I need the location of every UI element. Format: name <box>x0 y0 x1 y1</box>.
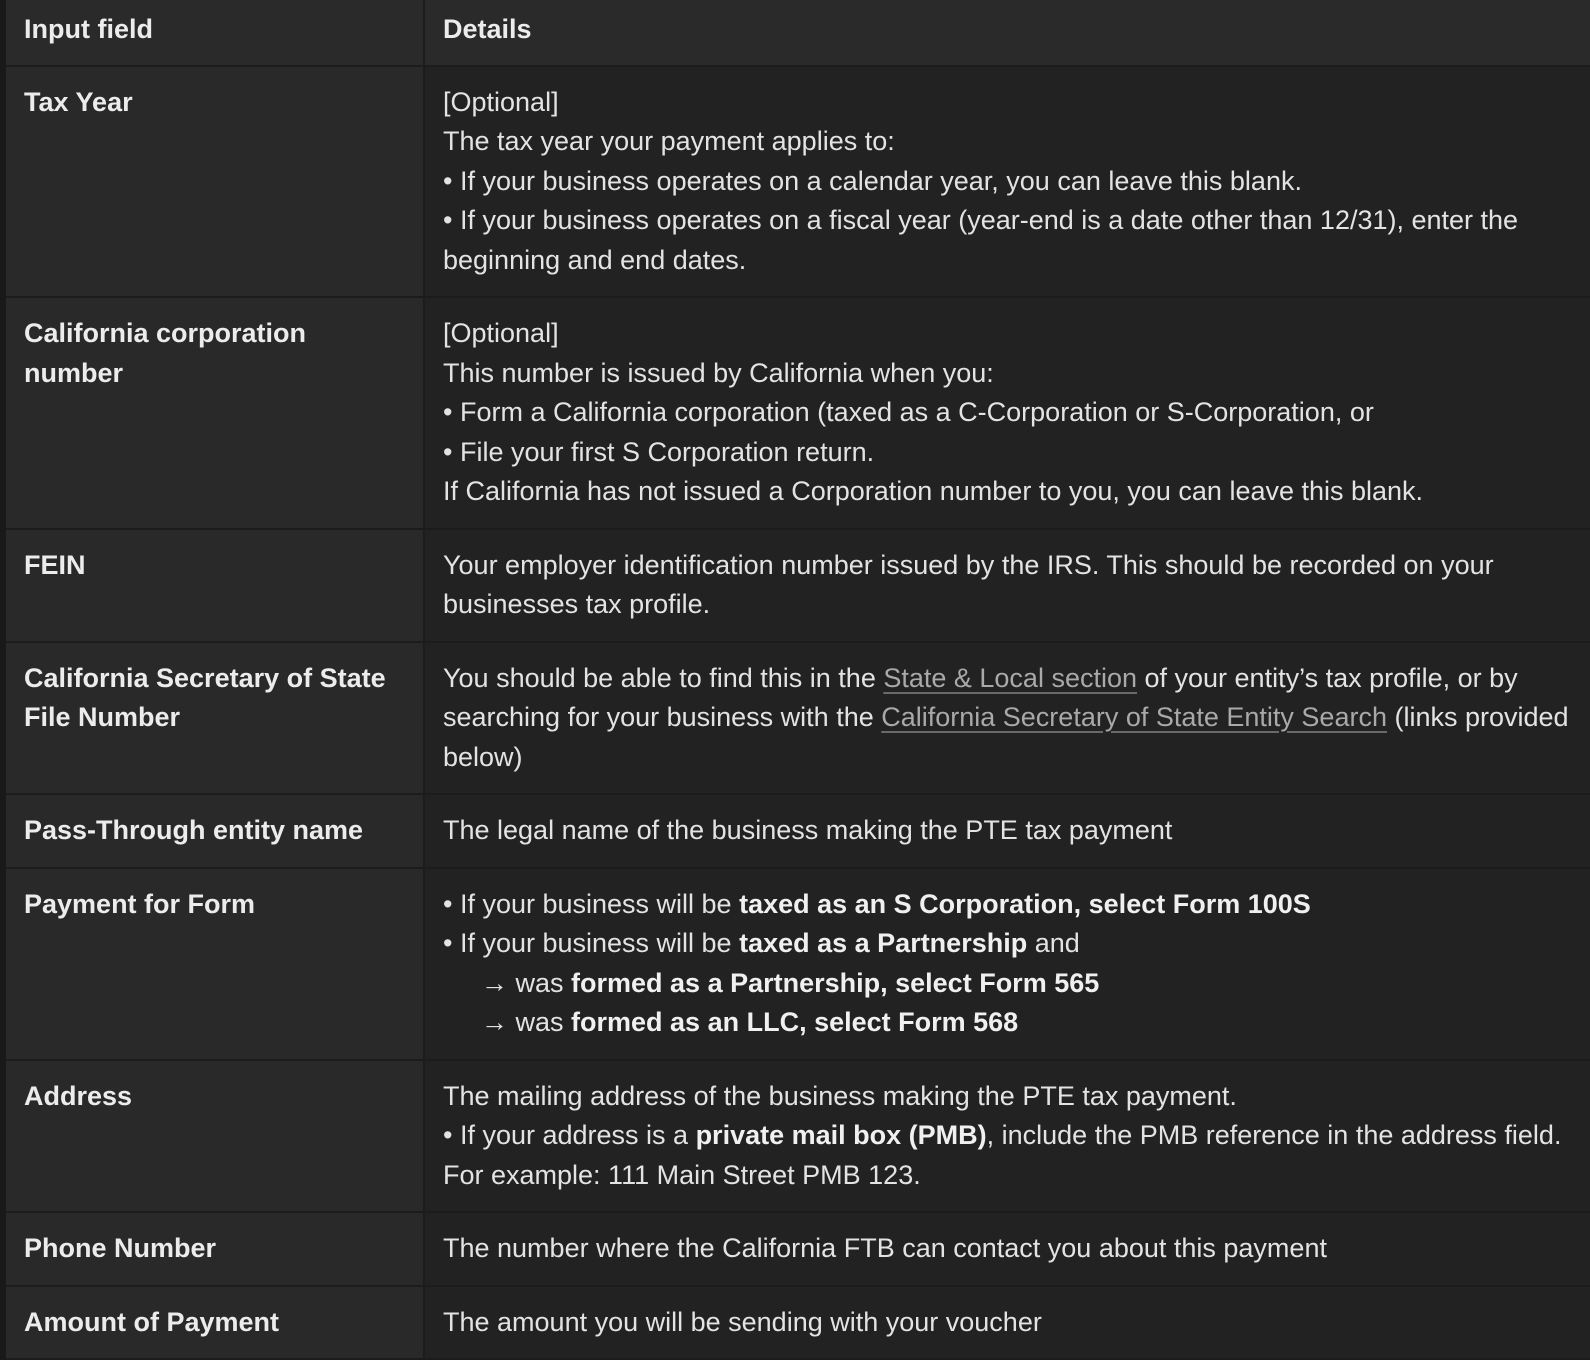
column-header-input-field: Input field <box>6 0 424 66</box>
detail-line: • If your business operates on a calendar year, you can leave this blank. <box>443 165 1302 196</box>
detail-line: • If your business operates on a fiscal year (year-end is a date other than 12/31), enter the beginning and end dates. <box>443 205 1519 275</box>
field-details: The amount you will be sending with your voucher <box>424 1286 1590 1360</box>
detail-text: and <box>1027 928 1080 958</box>
table-row <box>6 66 1590 298</box>
field-details <box>424 642 1590 795</box>
detail-text: • If your business will be <box>443 888 740 919</box>
detail-text: • If your business will be <box>443 928 740 958</box>
detail-bold: formed as an LLC, select Form 568 <box>571 1007 1019 1037</box>
detail-text: → was <box>481 1007 572 1037</box>
table-row <box>6 642 1590 795</box>
field-details: The legal name of the business making the PTE tax payment <box>424 794 1590 868</box>
detail-bold: taxed as an S Corporation, select Form 100S <box>739 888 1311 919</box>
detail-line: This number is issued by California when you: <box>443 357 994 388</box>
field-label: Tax Year <box>6 66 424 298</box>
detail-line: [Optional] <box>443 86 559 117</box>
detail-line <box>443 924 1572 964</box>
table-row <box>6 1060 1590 1213</box>
detail-text: → was <box>481 967 572 998</box>
detail-text: (links provided below) <box>443 702 1569 772</box>
state-local-section-link[interactable]: State & Local section <box>883 662 1137 693</box>
detail-text: of your entity’s tax profile, or by searching for your business with the <box>443 662 1518 732</box>
detail-line <box>443 885 1572 925</box>
field-label: Address <box>6 1060 424 1213</box>
field-label: Amount of Payment <box>6 1286 424 1360</box>
table-header-row <box>6 0 1590 66</box>
detail-bold: private mail box (PMB) <box>695 1120 987 1150</box>
sos-entity-search-link[interactable]: California Secretary of State Entity Search <box>881 702 1387 732</box>
detail-bold: taxed as a Partnership <box>739 928 1028 958</box>
detail-subline <box>443 1003 1572 1043</box>
detail-line: The tax year your payment applies to: <box>443 126 895 156</box>
field-details <box>424 868 1590 1060</box>
detail-line: If California has not issued a Corporation number to you, you can leave this blank. <box>443 476 1424 506</box>
field-label: California Secretary of State File Number <box>6 642 424 795</box>
table-row <box>6 868 1590 1060</box>
field-label: Pass-Through entity name <box>6 794 424 868</box>
field-label: Phone Number <box>6 1212 424 1286</box>
table-row <box>6 297 1590 529</box>
field-details: Your employer identification number issued by the IRS. This should be recorded on your businesses tax profile. <box>424 529 1590 642</box>
detail-bold: formed as a Partnership, select Form 565 <box>571 967 1100 998</box>
detail-text: , include the PMB reference in the address field. For example: 111 Main Street PMB 123. <box>443 1120 1562 1190</box>
detail-text: • If your address is a <box>443 1120 696 1150</box>
field-details: The number where the California FTB can contact you about this payment <box>424 1212 1590 1286</box>
table-row <box>6 1212 1590 1286</box>
table-row <box>6 794 1590 868</box>
table-row <box>6 529 1590 642</box>
detail-line: • File your first S Corporation return. <box>443 436 875 467</box>
detail-line: [Optional] <box>443 318 559 348</box>
detail-text: You should be able to find this in the <box>443 662 884 693</box>
field-label: California corporation number <box>6 297 424 529</box>
field-label: Payment for Form <box>6 868 424 1060</box>
field-details <box>424 66 1590 298</box>
field-details <box>424 1060 1590 1213</box>
detail-line <box>443 1116 1572 1195</box>
field-details <box>424 297 1590 529</box>
column-header-details: Details <box>424 0 1590 66</box>
field-label: FEIN <box>6 529 424 642</box>
input-fields-table <box>6 0 1590 1360</box>
table-row <box>6 1286 1590 1360</box>
detail-line: The mailing address of the business making the PTE tax payment. <box>443 1080 1237 1111</box>
detail-subline <box>443 964 1572 1004</box>
detail-line: • Form a California corporation (taxed as a C-Corporation or S-Corporation, or <box>443 397 1374 427</box>
